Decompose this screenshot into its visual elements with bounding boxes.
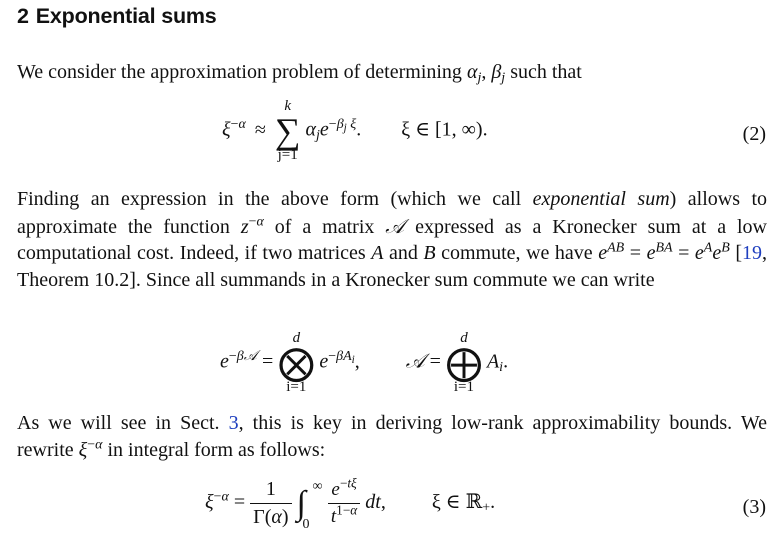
intro-paragraph: We consider the approximation problem of determining $\alpha_j$, $\beta_j$ such that — [17, 61, 582, 86]
equation-kronecker: $e^{-\beta 𝒜}$ = d ⨂ i=1 $e^{-\beta A_i}$, 𝒜 = d ⨁ i=1 $A_i$. — [220, 330, 509, 395]
section-3-link[interactable]: 3 — [228, 412, 239, 434]
section-number: 2 — [17, 4, 29, 28]
paragraph-integral: As we will see in Sect. 3, this is key in deriving low-rank approximability bounds. We rewrite $\xi^{-\alpha}$ in integral form as follows: — [17, 412, 767, 461]
equation-2-number: (2) — [742, 123, 766, 145]
equation-2-domain: ξ ∈ [1, ∞). — [401, 118, 488, 141]
equation-3-number: (3) — [742, 496, 766, 518]
citation-19-link[interactable]: 19 — [742, 242, 763, 264]
tensor-product-operator: d ⨂ i=1 — [278, 330, 315, 395]
direct-sum-operator: d ⨁ i=1 — [445, 330, 482, 395]
section-title: Exponential sums — [35, 4, 217, 28]
sum-operator: k ∑ j=1 — [274, 98, 301, 163]
equation-3: $\xi^{-\alpha}$ = $\frac{1}{\Gamma(\alpha)}$ ∫ ∞ 0 $\frac{e^{-t\xi}}{t^{1-\alpha}}$ dt, ξ ∈ ℝ$_+$. — [205, 475, 496, 532]
paragraph-exponential-sum: Finding an expression in the above form (which we call exponential sum) allows to approximate the function $z^{-\alpha}$ of a matrix 𝒜 expressed as a Kronecker sum at a low computational cost. Indeed, if two matrices A and B commute, we have $e^{AB} = e^{BA} = e^Ae^B$ [19, Theorem 10.2]. Since all summands in a Kronecker sum commute we can write — [17, 188, 768, 291]
integrand-fraction: $\frac{e^{-t\xi}}{t^{1-\alpha}}$ — [328, 479, 360, 528]
equation-2: $\xi^{-\alpha}$ ≈ k ∑ j=1 $\alpha_je^{-\beta_j \xi}$. ξ ∈ [1, ∞). — [222, 98, 488, 163]
integral-sign: ∫ ∞ 0 — [296, 478, 323, 532]
gamma-fraction: $\frac{1}{\Gamma(\alpha)}$ — [250, 478, 291, 529]
section-heading — [17, 4, 217, 29]
